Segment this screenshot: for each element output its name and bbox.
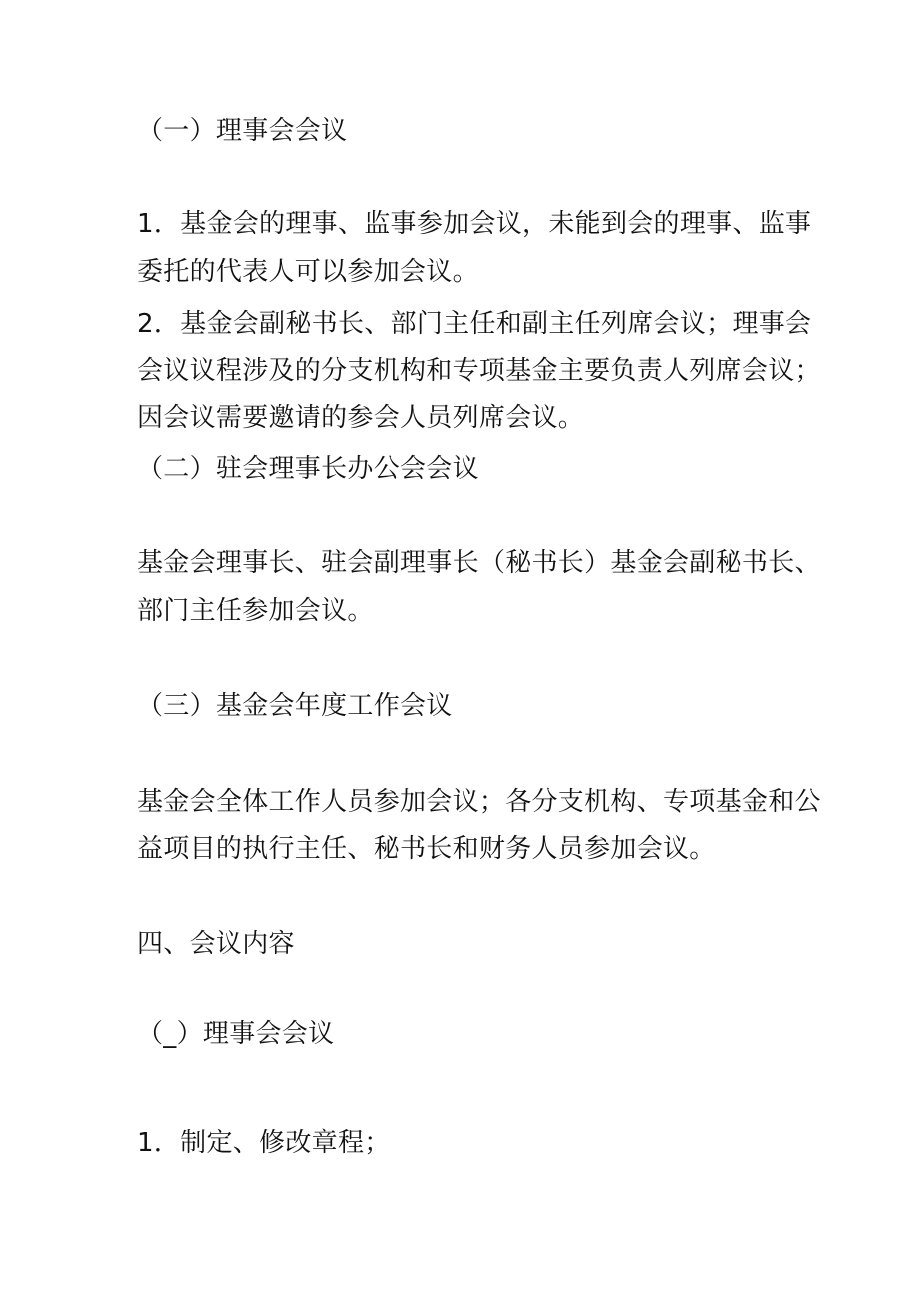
list-item-1-line-2: 委托的代表人可以参加会议。 xyxy=(137,257,479,287)
paragraph-line: 部门主任参加会议。 xyxy=(137,596,374,626)
list-item-1-line-1: 1．基金会的理事、监事参加会议，未能到会的理事、监事 xyxy=(137,209,812,239)
list-item-2-line-1: 2．基金会副秘书长、部门主任和副主任列席会议；理事会 xyxy=(137,309,812,339)
list-item-1: 1．制定、修改章程； xyxy=(137,1128,391,1158)
section-heading-board-meeting: （一）理事会会议 xyxy=(137,116,348,146)
section-heading-board-meeting-content: （_）理事会会议 xyxy=(137,1019,335,1049)
section-heading-chairman-office-meeting: （二）驻会理事长办公会会议 xyxy=(137,454,479,484)
list-item-2-line-3: 因会议需要邀请的参会人员列席会议。 xyxy=(137,403,585,433)
paragraph-line: 益项目的执行主任、秘书长和财务人员参加会议。 xyxy=(137,834,716,864)
paragraph-line: 基金会全体工作人员参加会议；各分支机构、专项基金和公 xyxy=(137,787,821,817)
chapter-heading-meeting-content: 四、会议内容 xyxy=(137,929,295,959)
list-item-2-line-2: 会议议程涉及的分支机构和专项基金主要负责人列席会议； xyxy=(137,356,821,386)
section-heading-annual-work-meeting: （三）基金会年度工作会议 xyxy=(137,691,453,721)
paragraph-line: 基金会理事长、驻会副理事长（秘书长）基金会副秘书长、 xyxy=(137,548,821,578)
